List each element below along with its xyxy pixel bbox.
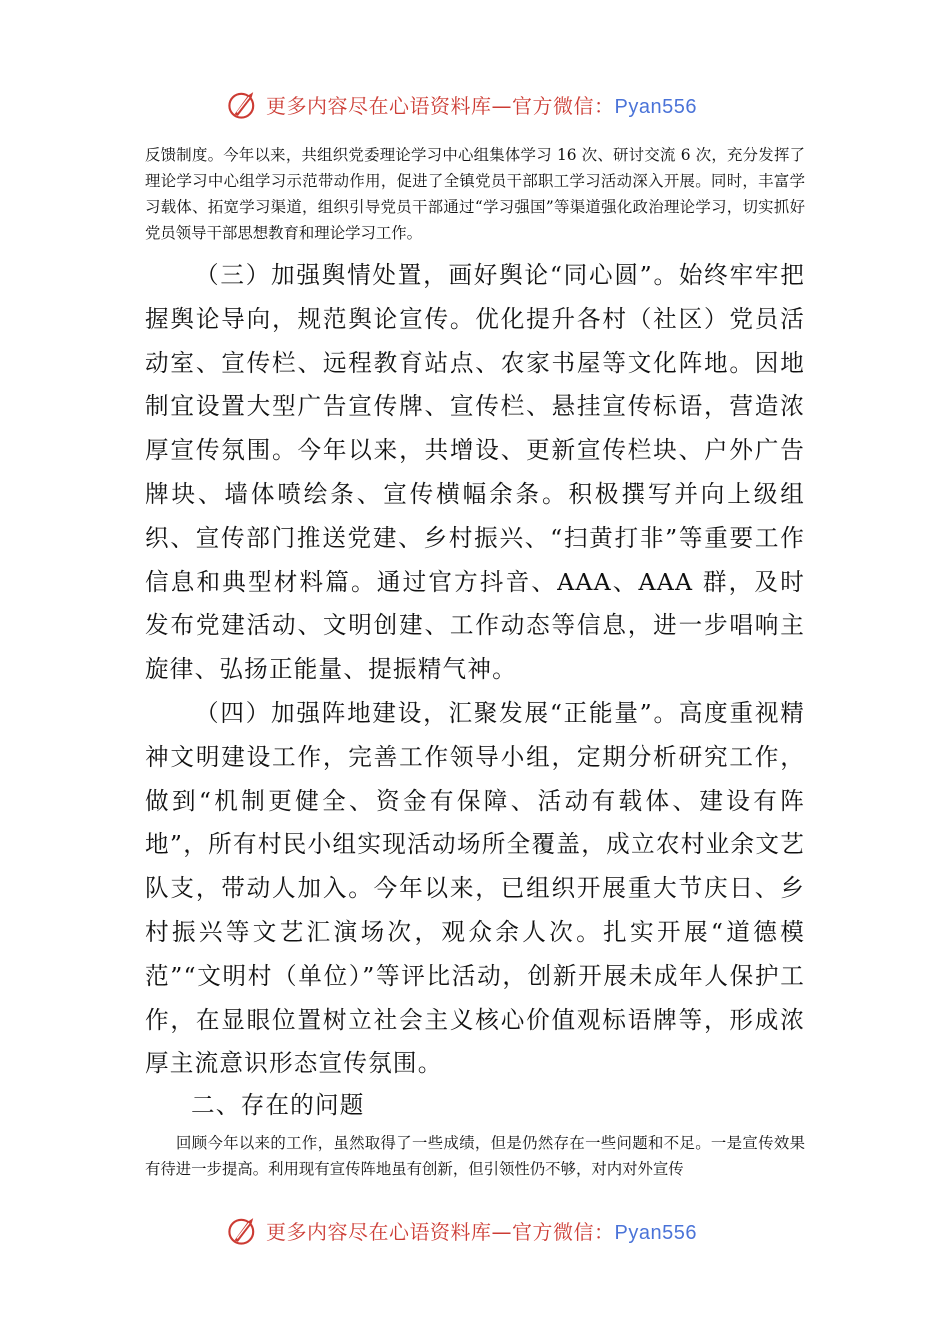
paragraph-section-3: （三）加强舆情处置，画好舆论“同心圆”。始终牢牢把握舆论导向，规范舆论宣传。优化提升各村（社区）党员活动室、宣传栏、远程教育站点、农家书屋等文化阵地。因地制宜设置大型广告宣传牌、宣传栏、悬挂宣传标语，营造浓厚宣传氛围。今年以来，共增设、更新宣传栏块、户外广告牌块、墙体喷绘条、宣传横幅余条。积极撰写并向上级组织、宣传部门推送党建、乡村振兴、“扫黄打非”等重要工作信息和典型材料篇。通过官方抖音、AAA、AAA 群，及时发布党建活动、文明创建、工作动态等信息，进一步唱响主旋律、弘扬正能量、提振精气神。 — [145, 261, 805, 684]
pen-nib-circle-icon — [226, 1213, 260, 1247]
paragraph-continued: 反馈制度。今年以来，共组织党委理论学习中心组集体学习 16 次、研讨交流 6 次，充分发挥了理论学习中心组学习示范带动作用，促进了全镇党员干部职工学习活动深入开展。同时，丰富学习载体、拓宽学习渠道，组织引导党员干部通过“学习强国”等渠道强化政治理论学习，切实抓好党员领导干部思想教育和理论学习工作。 — [145, 146, 805, 242]
watermark-text: 更多内容尽在心语资料库—官方微信：Pyan556 — [266, 93, 697, 118]
paragraph-section-4: （四）加强阵地建设，汇聚发展“正能量”。高度重视精神文明建设工作，完善工作领导小组，定期分析研究工作，做到“机制更健全、资金有保障、活动有载体、建设有阵地”，所有村民小组实现活动场所全覆盖，成立农村业余文艺队支，带动人加入。今年以来，已组织开展重大节庆日、乡村振兴等文艺汇演场次，观众余人次。扎实开展“道德模范”“文明村（单位）”等评比活动，创新开展未成年人保护工作，在显眼位置树立社会主义核心价值观标语牌等，形成浓厚主流意识形态宣传氛围。 — [145, 698, 805, 1078]
watermark-header — [226, 84, 726, 124]
watermark-id: Pyan556 — [614, 95, 697, 118]
watermark-footer — [226, 1210, 726, 1250]
watermark-text: 更多内容尽在心语资料库—官方微信：Pyan556 — [266, 1219, 697, 1244]
paragraph-problems-intro: 回顾今年以来的工作，虽然取得了一些成绩，但是仍然存在一些问题和不足。一是宣传效果有待进一步提高。利用现有宣传阵地虽有创新，但引领性仍不够，对内对外宣传 — [145, 1134, 805, 1179]
pen-nib-circle-icon — [226, 87, 260, 121]
document-body — [145, 142, 805, 1182]
watermark-id: Pyan556 — [614, 1221, 697, 1244]
section-heading-problems: 二、存在的问题 — [191, 1091, 365, 1120]
